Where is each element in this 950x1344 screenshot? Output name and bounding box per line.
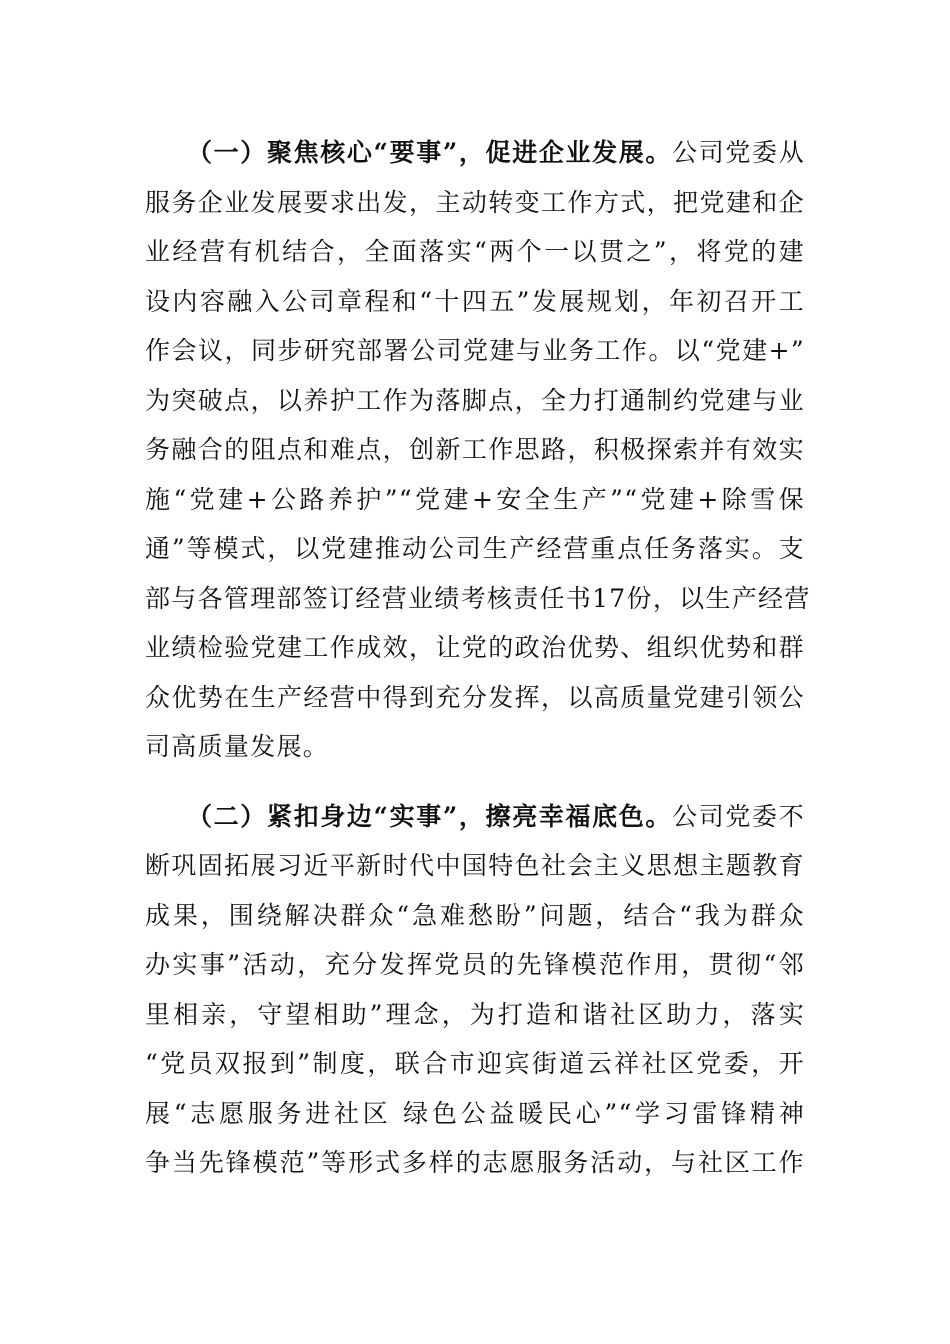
paragraph-line: 业经营有机结合，全面落实“两个一以贯之”，将党的建 (145, 237, 805, 266)
paragraph-line: 成果，围绕解决群众“急难愁盼”问题，结合“我为群众 (145, 900, 805, 930)
section-1 (145, 128, 811, 772)
paragraph-line: 办实事”活动，充分发挥党员的先锋模范作用，贯彻“邻 (145, 950, 805, 979)
document-body (145, 128, 811, 1188)
paragraph-line: 作会议，同步研究部署公司党建与业务工作。以“党建+” (145, 336, 805, 365)
section-heading: （二）紧扣身边“实事”，擦亮幸福底色。 (187, 801, 673, 831)
paragraph-line: 里相亲，守望相助”理念，为打造和谐社区助力，落实 (145, 999, 805, 1029)
paragraph-line: 司高质量发展。 (145, 732, 330, 761)
paragraph-gap (145, 772, 805, 792)
paragraph-line: 断巩固拓展习近平新时代中国特色社会主义思想主题教育 (145, 851, 805, 880)
paragraph-line: “党员双报到”制度，联合市迎宾街道云祥社区党委，开 (145, 1049, 805, 1078)
paragraph-line (145, 792, 805, 842)
section-2 (145, 792, 805, 1188)
paragraph-text: 公司党委不 (672, 801, 805, 831)
paragraph-line: 业绩检验党建工作成效，让党的政治优势、组织优势和群 (145, 633, 805, 662)
paragraph-line: 众优势在生产经营中得到充分发挥，以高质量党建引领公 (145, 682, 805, 712)
paragraph-line: 服务企业发展要求出发，主动转变工作方式，把党建和企 (145, 187, 805, 217)
paragraph-text: 公司党委从 (672, 138, 805, 167)
section-heading: （一）聚焦核心“要事”，促进企业发展。 (187, 138, 673, 167)
paragraph-line: 争当先锋模范”等形式多样的志愿服务活动，与社区工作 (145, 1148, 805, 1177)
paragraph-line: 为突破点，以养护工作为落脚点，全力打通制约党建与业 (145, 385, 805, 415)
paragraph-line: 务融合的阻点和难点，创新工作思路，积极探索并有效实 (145, 435, 805, 464)
paragraph-line: 施“党建+公路养护”“党建+安全生产”“党建+除雪保 (145, 484, 805, 514)
paragraph-line: 设内容融入公司章程和“十四五”发展规划，年初召开工 (145, 286, 805, 316)
paragraph-line: 通”等模式，以党建推动公司生产经营重点任务落实。支 (145, 534, 805, 563)
paragraph-line (145, 128, 805, 178)
paragraph-line: 部与各管理部签订经营业绩考核责任书17份，以生产经营 (145, 583, 811, 613)
paragraph-line: 展“志愿服务进社区 绿色公益暖民心”“学习雷锋精神 (145, 1098, 805, 1128)
